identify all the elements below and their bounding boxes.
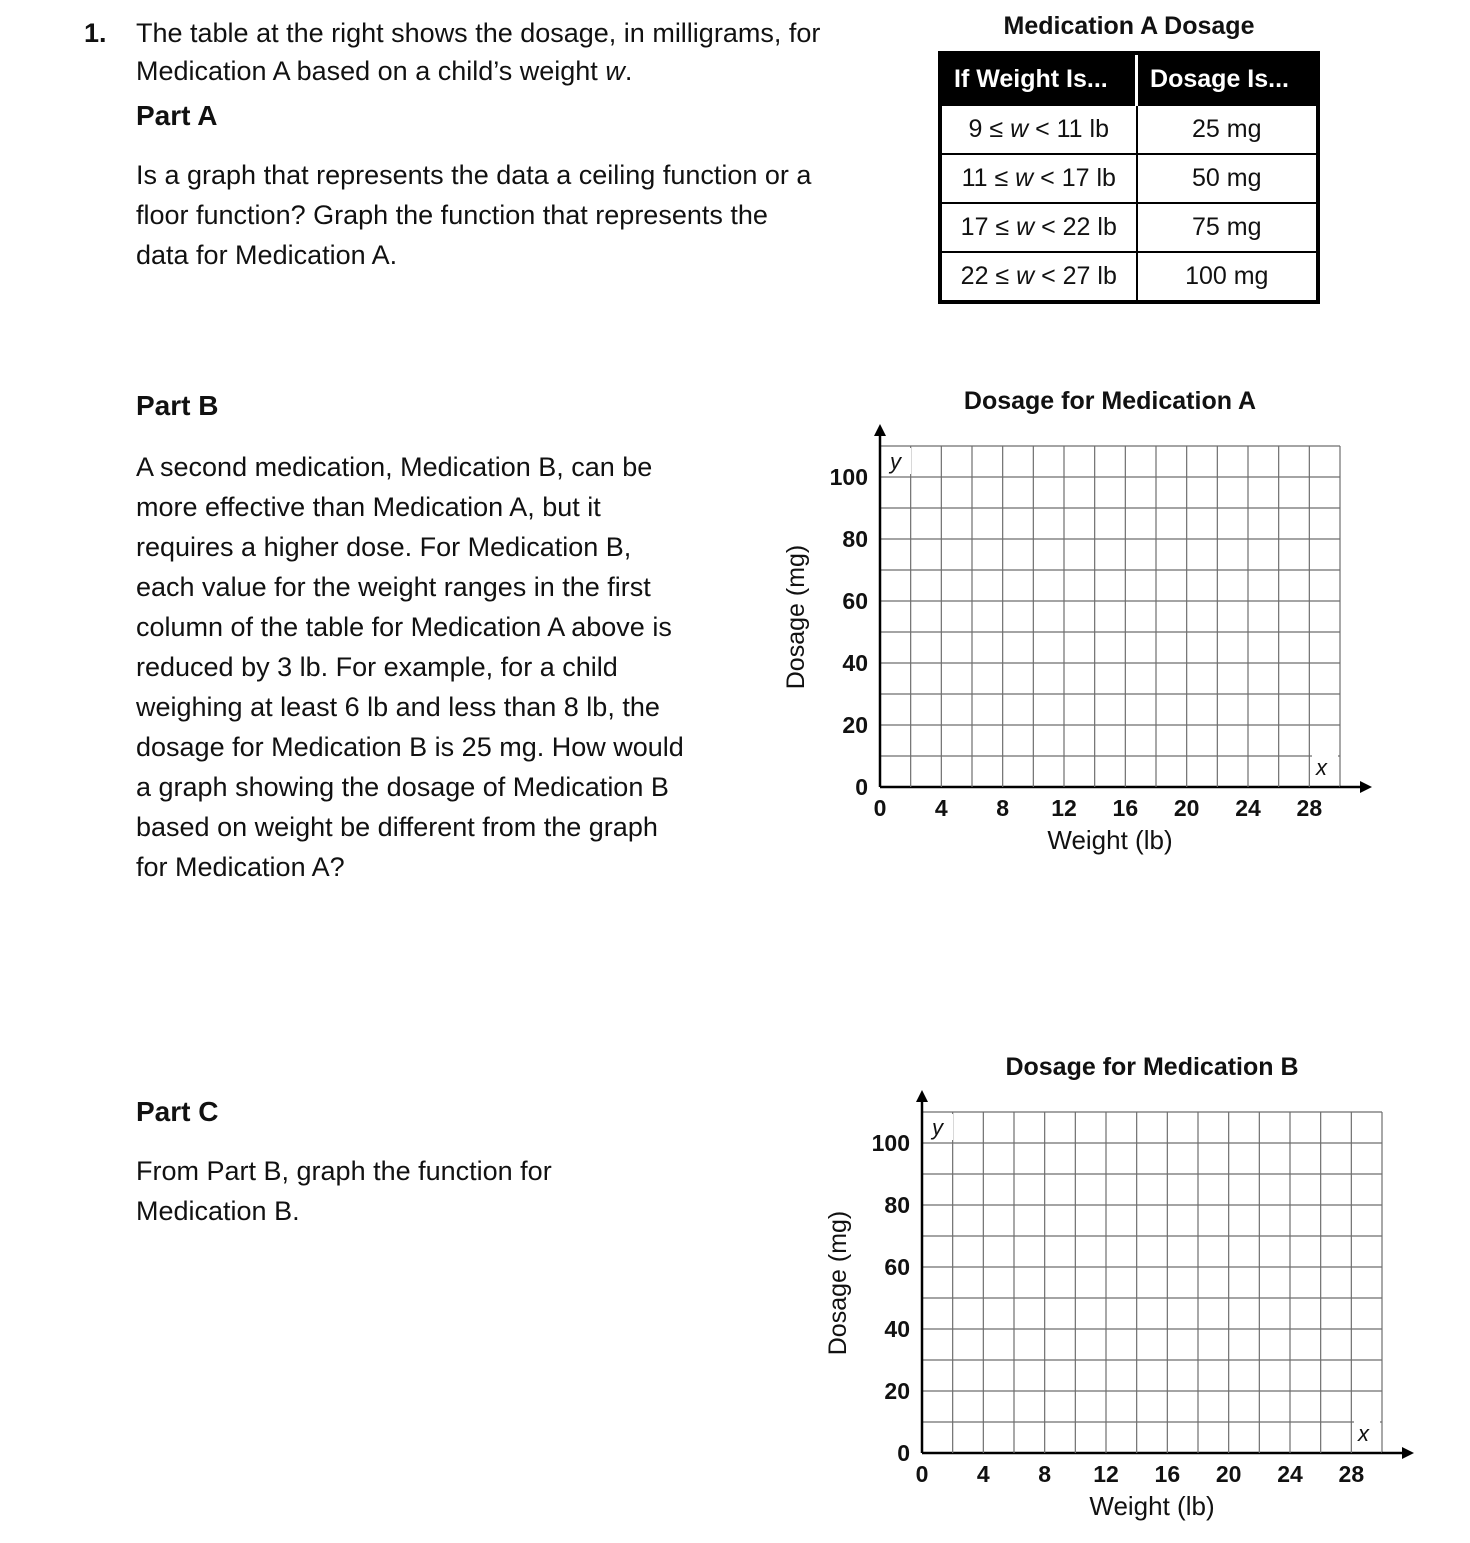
dosage-table-title: Medication A Dosage <box>1003 12 1255 40</box>
dosage-table-section <box>938 12 1320 304</box>
dosage-column-header: Dosage Is... <box>1137 53 1318 105</box>
chart-a-x-axis-label: Weight (lb) <box>1047 825 1173 855</box>
dosage-table-header-row <box>940 53 1318 105</box>
dosage-cell: 100 mg <box>1137 252 1318 302</box>
svg-text:28: 28 <box>1338 1461 1365 1487</box>
dosage-table-body <box>940 105 1318 302</box>
part-a-heading: Part A <box>136 100 218 131</box>
svg-text:0: 0 <box>915 1461 929 1487</box>
chart-a-y-axis-label: Dosage (mg) <box>782 544 810 690</box>
svg-text:24: 24 <box>1235 795 1261 821</box>
svg-text:4: 4 <box>934 795 948 821</box>
weight-range-cell: 22 ≤ w < 27 lb <box>940 252 1137 302</box>
part-c-heading: Part C <box>136 1096 219 1127</box>
chart-b-title: Dosage for Medication B <box>1005 1053 1299 1081</box>
part-b-heading: Part B <box>136 390 219 421</box>
svg-text:x: x <box>1316 755 1327 780</box>
svg-text:40: 40 <box>842 650 868 676</box>
table-row <box>940 252 1318 302</box>
svg-text:12: 12 <box>1051 795 1077 821</box>
svg-text:0: 0 <box>897 1440 910 1466</box>
question-number: 1. <box>84 18 107 48</box>
weight-variable: w <box>605 56 625 87</box>
svg-text:20: 20 <box>884 1378 910 1404</box>
svg-text:8: 8 <box>996 795 1010 821</box>
svg-text:80: 80 <box>884 1192 910 1218</box>
svg-text:60: 60 <box>884 1254 910 1280</box>
svg-text:20: 20 <box>1215 1461 1242 1487</box>
weight-range-cell: 9 ≤ w < 11 lb <box>940 105 1137 154</box>
chart-b-y-axis-label: Dosage (mg) <box>824 1210 852 1356</box>
svg-text:8: 8 <box>1038 1461 1052 1487</box>
part-a-body: Is a graph that represents the data a ceiling function or a floor function? Graph the function that represents the data for Medication A. <box>136 160 812 270</box>
part-c-body: From Part B, graph the function for Medication B. <box>136 1156 552 1226</box>
svg-text:0: 0 <box>873 795 887 821</box>
question-text-after: . <box>624 56 633 87</box>
svg-text:100: 100 <box>871 1130 910 1156</box>
question-text-before: The table at the right shows the dosage, in milligrams, for Medication A based on a child’s weight <box>136 18 821 87</box>
svg-text:16: 16 <box>1112 795 1139 821</box>
svg-text:28: 28 <box>1296 795 1323 821</box>
question-text <box>136 14 946 91</box>
svg-text:y: y <box>890 449 901 474</box>
chart-a-title: Dosage for Medication A <box>963 387 1257 415</box>
table-row <box>940 203 1318 252</box>
svg-text:20: 20 <box>842 712 868 738</box>
weight-range-cell: 11 ≤ w < 17 lb <box>940 154 1137 203</box>
table-row <box>940 154 1318 203</box>
dosage-cell: 75 mg <box>1137 203 1318 252</box>
chart-medication-a <box>770 386 1420 867</box>
svg-text:20: 20 <box>1173 795 1200 821</box>
svg-text:24: 24 <box>1277 1461 1303 1487</box>
chart-a-grid <box>770 420 1420 862</box>
svg-text:40: 40 <box>884 1316 910 1342</box>
svg-text:12: 12 <box>1093 1461 1119 1487</box>
dosage-table <box>938 51 1320 304</box>
svg-text:4: 4 <box>976 1461 990 1487</box>
svg-text:16: 16 <box>1154 1461 1181 1487</box>
chart-b-grid <box>812 1086 1462 1528</box>
dosage-cell: 25 mg <box>1137 105 1318 154</box>
chart-b-gridlines <box>872 1090 1414 1487</box>
dosage-cell: 50 mg <box>1137 154 1318 203</box>
svg-text:80: 80 <box>842 526 868 552</box>
table-row <box>940 105 1318 154</box>
weight-range-cell: 17 ≤ w < 22 lb <box>940 203 1137 252</box>
svg-text:x: x <box>1358 1421 1369 1446</box>
chart-b-x-axis-label: Weight (lb) <box>1089 1491 1215 1521</box>
svg-text:y: y <box>932 1115 943 1140</box>
svg-text:100: 100 <box>829 464 868 490</box>
svg-text:0: 0 <box>855 774 868 800</box>
svg-text:60: 60 <box>842 588 868 614</box>
chart-medication-b <box>812 1052 1462 1533</box>
part-b-body: A second medication, Medication B, can be more effective than Medication A, but it requires a higher dose. For Medication B, each value for the weight ranges in the first column of the table for Medication A above is reduced by 3 lb. For example, for a child weighing at least 6 lb and less than 8 lb, the dosage for Medication B is 25 mg. How would a graph showing the dosage of Medication B based on weight be different from the graph for Medication A? <box>136 452 684 882</box>
weight-column-header: If Weight Is... <box>940 53 1137 105</box>
chart-a-gridlines <box>830 424 1372 821</box>
